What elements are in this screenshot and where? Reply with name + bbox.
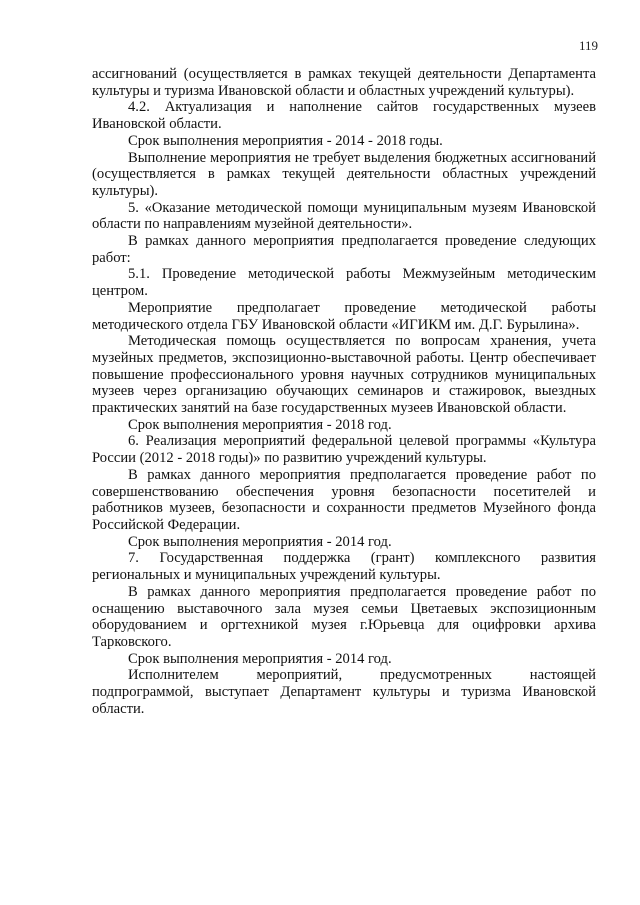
paragraph-deadline-6: Срок выполнения мероприятия - 2014 год. [128, 533, 392, 550]
page-number: 119 [578, 38, 598, 53]
paragraph-deadline-5: Срок выполнения мероприятия - 2018 год. [128, 416, 392, 433]
paragraph-funding-continued: ассигнований (осуществляется в рамках текущей деятельности Департамента культуры и туризма Ивановской области и областных учреждений культуры). [92, 66, 596, 99]
paragraph-item-6-description: В рамках данного мероприятия предполагается проведение работ по совершенствованию обеспечения уровня безопасности посетителей и работников музеев, безопасности и сохранности предметов Музейного фонда Российской Федерации. [92, 466, 596, 533]
paragraph-item-5-1: 5.1. Проведение методической работы Межмузейным методическим центром. [92, 266, 596, 300]
document-body [92, 66, 596, 717]
paragraph-deadline-7: Срок выполнения мероприятия - 2014 год. [128, 650, 392, 667]
paragraph-item-5: 5. «Оказание методической помощи муниципальным музеям Ивановской области по направлениям музейной деятельности». [92, 199, 596, 233]
paragraph-item-7-description: В рамках данного мероприятия предполагается проведение работ по оснащению выставочного зала музея семьи Цветаевых экспозиционным оборудованием и оргтехникой музея г.Юрьевца для оцифровки архива Тарковского. [92, 583, 596, 650]
paragraph-methodical-help: Методическая помощь осуществляется по вопросам хранения, учета музейных предметов, экспозиционно-выставочной работы. Центр обеспечивает повышение профессионального уровня научных сотрудников муниципальных музеев через организацию обучающих семинаров и стажировок, выездных практических занятий на базе государственных музеев Ивановской области. [92, 333, 596, 417]
paragraph-deadline-4-2: Срок выполнения мероприятия - 2014 - 2018 годы. [128, 132, 443, 149]
paragraph-item-5-intro: В рамках данного мероприятия предполагается проведение следующих работ: [92, 233, 596, 266]
paragraph-item-4-2: 4.2. Актуализация и наполнение сайтов государственных музеев Ивановской области. [92, 99, 596, 133]
paragraph-item-5-1-description: Мероприятие предполагает проведение методической работы методического отдела ГБУ Ивановской области «ИГИКМ им. Д.Г. Бурылина». [92, 299, 596, 333]
paragraph-item-7: 7. Государственная поддержка (грант) комплексного развития региональных и муниципальных учреждений культуры. [92, 550, 596, 584]
paragraph-executor: Исполнителем мероприятий, предусмотренных настоящей подпрограммой, выступает Департамент культуры и туризма Ивановской области. [92, 667, 596, 717]
paragraph-item-6: 6. Реализация мероприятий федеральной целевой программы «Культура России (2012 - 2018 годы)» по развитию учреждений культуры. [92, 433, 596, 467]
paragraph-funding-note: Выполнение мероприятия не требует выделения бюджетных ассигнований (осуществляется в рамках текущей деятельности областных учреждений культуры). [92, 149, 596, 199]
